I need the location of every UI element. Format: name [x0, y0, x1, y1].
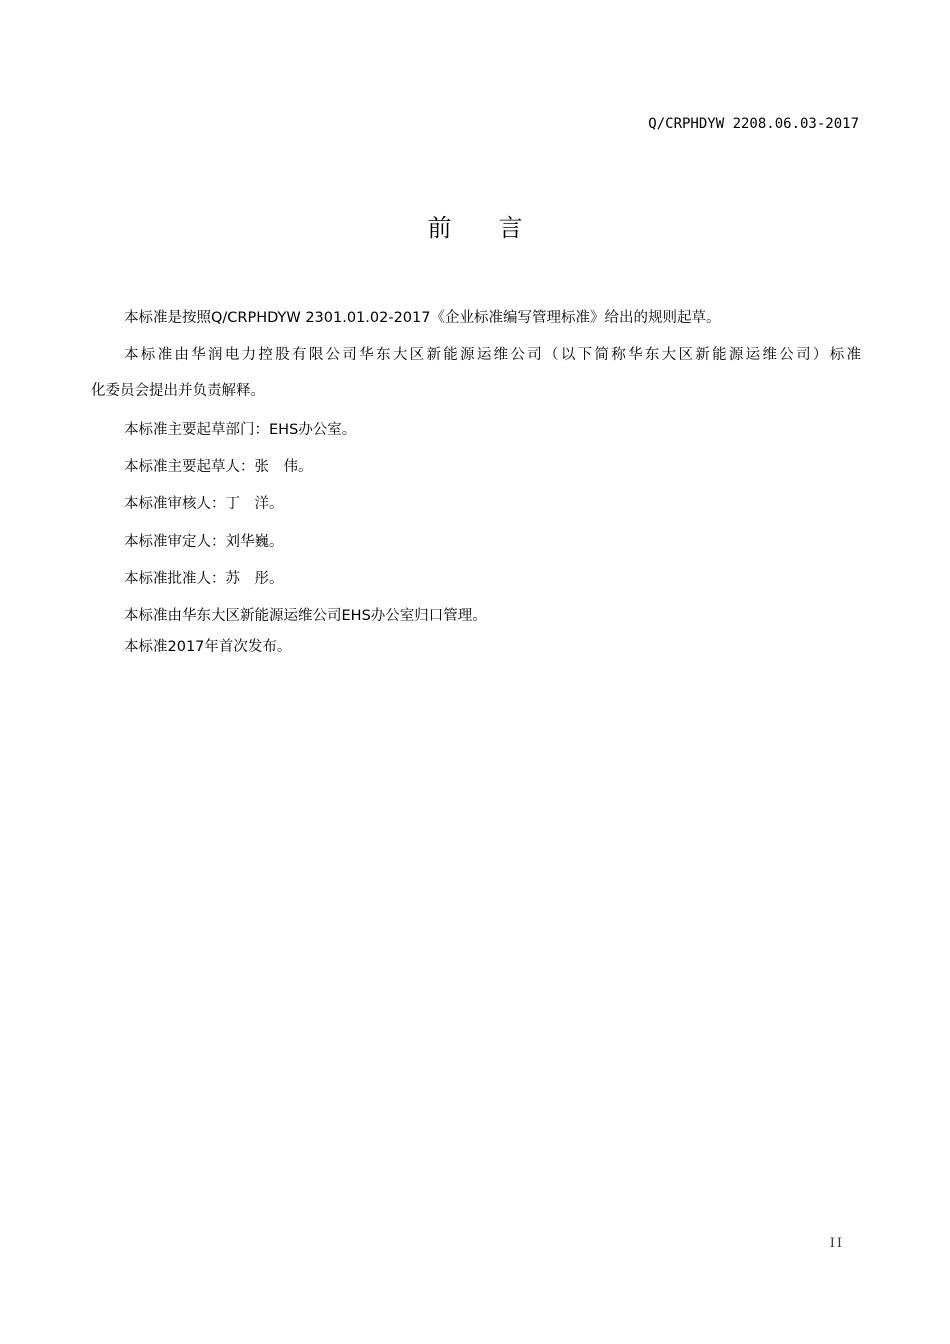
paragraph-proposer-line-1: 本标准由华润电力控股有限公司华东大区新能源运维公司（以下简称华东大区新能源运维公司）标准: [124, 347, 861, 363]
paragraph-first-release: 本标准2017年首次发布。: [124, 639, 292, 655]
paragraph-drafting-department: 本标准主要起草部门：EHS办公室。: [124, 422, 357, 438]
paragraph-drafting-rules: 本标准是按照Q/CRPHDYW 2301.01.02-2017《企业标准编写管理标准》给出的规则起草。: [124, 310, 721, 326]
paragraph-validator: 本标准审定人：刘华巍。: [124, 534, 284, 550]
page-title: 前言: [427, 214, 570, 242]
paragraph-proposer-line-2: 化委员会提出并负责解释。: [91, 383, 265, 399]
paragraph-drafter: 本标准主要起草人：张 伟。: [124, 459, 313, 475]
document-code: Q/CRPHDYW 2208.06.03-2017: [648, 116, 859, 132]
paragraph-approver: 本标准批准人：苏 彤。: [124, 571, 284, 587]
page-number: II: [829, 1236, 844, 1251]
paragraph-reviewer: 本标准审核人：丁 洋。: [124, 496, 284, 512]
paragraph-administration: 本标准由华东大区新能源运维公司EHS办公室归口管理。: [124, 608, 487, 624]
